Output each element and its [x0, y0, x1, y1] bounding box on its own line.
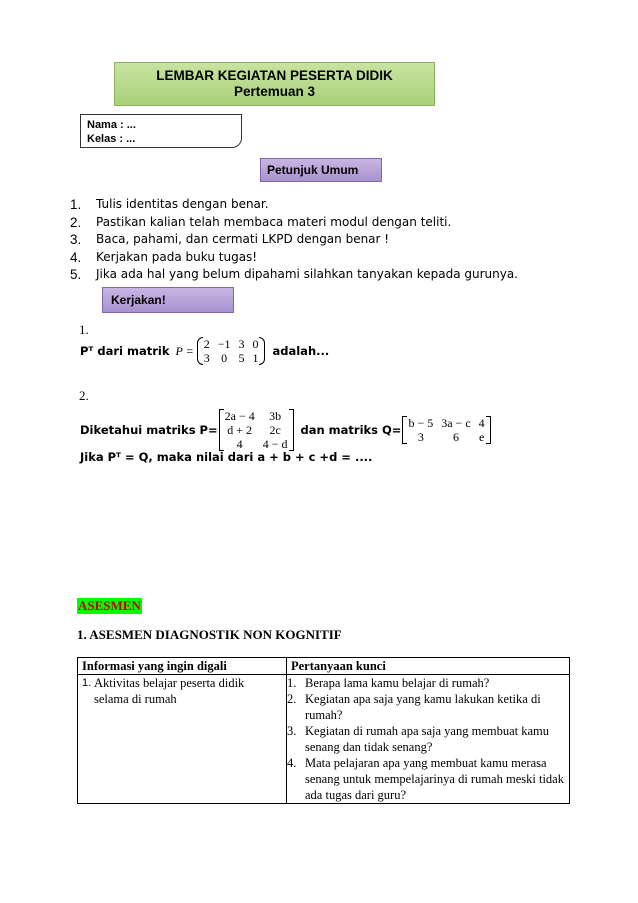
row-number: 1.: [82, 677, 92, 689]
instruction-item: 3. Baca, pahami, dan cermati LKPD dengan benar !: [70, 232, 390, 247]
table-header-row: [78, 658, 570, 675]
matrix-q-q2: b − 5 3a − c 4 3 6 e: [404, 416, 488, 444]
identity-box: [80, 114, 242, 148]
instruction-item: 4. Kerjakan pada buku tugas!: [70, 249, 258, 265]
list-item: 2. Kegiatan apa saja yang kamu lakukan ketika di rumah?: [287, 692, 541, 722]
row-info-text: Aktivitas belajar peserta didik selama di rumah: [94, 676, 245, 706]
instruction-item: 1. Tulis identitas dengan benar.: [70, 197, 269, 212]
question-2: [80, 409, 489, 451]
banner-subtitle: Pertemuan 3: [233, 84, 316, 99]
list-item: 1. Berapa lama kamu belajar di rumah?: [287, 676, 490, 690]
question-1: [80, 337, 329, 365]
q1-var: P =: [175, 343, 194, 358]
col-header-questions: Pertanyaan kunci: [287, 658, 570, 675]
instruction-list: [70, 196, 518, 284]
q2-prefix: Diketahui matriks P=: [80, 423, 218, 437]
q2-middle: dan matriks Q=: [300, 423, 402, 437]
petunjuk-umum-label: Petunjuk Umum: [260, 158, 382, 182]
q2-condition: Jika Pᵀ = Q, maka nilai dari a + b + c +d = ....: [80, 450, 373, 464]
worksheet-banner: [114, 62, 435, 106]
table-row: [78, 675, 570, 804]
asesmen-heading: 1. ASESMEN DIAGNOSTIK NON KOGNITIF: [77, 627, 342, 642]
row-questions-cell: [287, 675, 570, 804]
asesmen-label: ASESMEN: [78, 598, 141, 613]
matrix-p-q2: 2a − 4 3b d + 2 2c 4 4 − d: [221, 409, 292, 451]
col-header-info: Informasi yang ingin digali: [78, 658, 287, 675]
banner-title: LEMBAR KEGIATAN PESERTA DIDIK: [156, 68, 393, 83]
question-list: [287, 675, 565, 803]
list-item: 3. Kegiatan di rumah apa saja yang membuat kamu senang dan tidak senang?: [287, 724, 550, 754]
instruction-item: 5. Jika ada hal yang belum dipahami silahkan tanyakan kepada gurunya.: [70, 267, 518, 282]
nama-line: Nama : ...: [87, 119, 136, 131]
q1-prefix: Pᵀ dari matrik: [80, 344, 170, 358]
list-item: 4. Mata pelajaran apa yang membuat kamu merasa senang untuk mempelajarinya di rumah meski tidak ada tugas dari guru?: [287, 756, 564, 802]
question-1-number: 1.: [79, 322, 89, 337]
instruction-item: 2. Pastikan kalian telah membaca materi modul dengan teliti.: [70, 214, 452, 230]
matrix-p-q1: 2 −1 3 0 3 0 5 1: [200, 337, 263, 365]
question-2-number: 2.: [79, 388, 89, 403]
q1-suffix: adalah...: [272, 344, 330, 358]
row-info-cell: [78, 675, 287, 804]
asesmen-table: [77, 657, 570, 804]
kerjakan-label: Kerjakan!: [102, 287, 234, 313]
kelas-line: Kelas : ...: [87, 133, 136, 145]
